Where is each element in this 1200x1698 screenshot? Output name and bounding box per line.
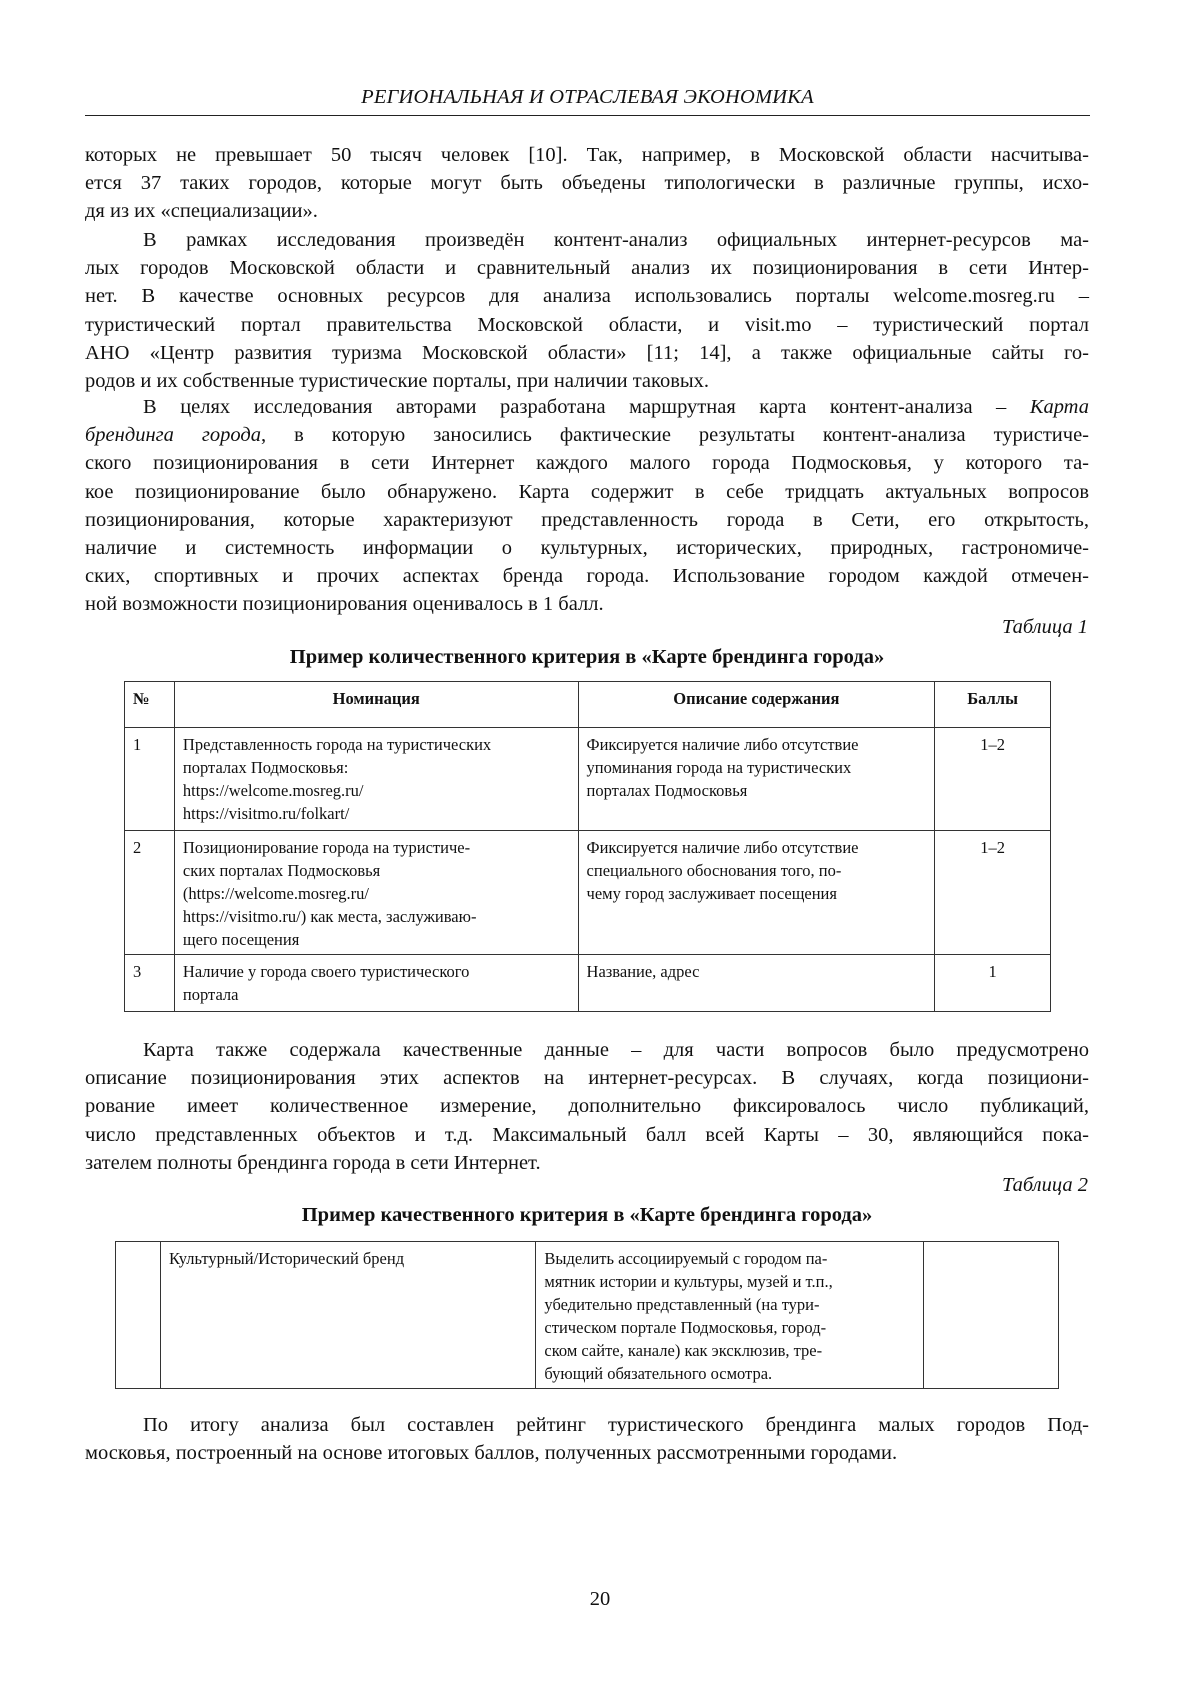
header-rule bbox=[85, 115, 1090, 116]
cell-line: убедительно представленный (на тури- bbox=[544, 1293, 915, 1316]
cell-line: https://visitmo.ru/folkart/ bbox=[183, 802, 570, 825]
cell-points: 1–2 bbox=[935, 831, 1051, 955]
table2 bbox=[115, 1241, 1059, 1389]
cell-line: портала bbox=[183, 983, 570, 1006]
cell-line: чему город заслуживает посещения bbox=[587, 882, 927, 905]
cell-line: Наличие у города своего туристического bbox=[183, 960, 570, 983]
paragraph-1 bbox=[85, 141, 1089, 226]
cell-description bbox=[578, 831, 935, 955]
cell-line: порталах Подмосковья: bbox=[183, 756, 570, 779]
text-line: АНО «Центр развития туризма Московской области» [11; 14], а также официальные сайты го- bbox=[85, 339, 1089, 367]
text-line: зателем полноты брендинга города в сети Интернет. bbox=[85, 1149, 1089, 1177]
text-line: позиционирования, которые характеризуют представленность города в Сети, его открытость, bbox=[85, 506, 1089, 534]
cell-line: щего посещения bbox=[183, 928, 570, 951]
cell-line: Название, адрес bbox=[587, 960, 927, 983]
cell-line: (https://welcome.mosreg.ru/ bbox=[183, 882, 570, 905]
text-line: описание позиционирования этих аспектов на интернет-ресурсах. В случаях, когда позициони- bbox=[85, 1064, 1089, 1092]
italic-term: Карта bbox=[1030, 396, 1089, 418]
text-line: наличие и системность информации о культурных, исторических, природных, гастрономиче- bbox=[85, 534, 1089, 562]
text-line: туристический портал правительства Московской области, и visit.mo – туристический портал bbox=[85, 311, 1089, 339]
text-line: В целях исследования авторами разработана маршрутная карта контент-анализа – Карта bbox=[85, 393, 1089, 421]
table-row bbox=[125, 831, 1051, 955]
table-row bbox=[125, 955, 1051, 1012]
text-line: кое позиционирование было обнаружено. Карта содержит в себе тридцать актуальных вопросов bbox=[85, 478, 1089, 506]
table-row bbox=[125, 728, 1051, 831]
text-line: московья, построенный на основе итоговых баллов, полученных рассмотренными городами. bbox=[85, 1439, 1089, 1467]
table1-title: Пример количественного критерия в «Карте брендинга города» bbox=[85, 646, 1089, 669]
cell-description bbox=[578, 955, 935, 1012]
cell-line: Представленность города на туристических bbox=[183, 733, 570, 756]
cell-num: 3 bbox=[125, 955, 175, 1012]
paragraph-5 bbox=[85, 1411, 1089, 1467]
cell-line: упоминания города на туристических bbox=[587, 756, 927, 779]
text-line: ется 37 таких городов, которые могут быть объедены типологически в различные группы, исхо- bbox=[85, 169, 1089, 197]
cell-nomination: Культурный/Исторический бренд bbox=[160, 1242, 535, 1389]
paragraph-2 bbox=[85, 226, 1089, 395]
cell-line: Выделить ассоциируемый с городом па- bbox=[544, 1247, 915, 1270]
cell-line: Фиксируется наличие либо отсутствие bbox=[587, 733, 927, 756]
text-line: В рамках исследования произведён контент-анализ официальных интернет-ресурсов ма- bbox=[85, 226, 1089, 254]
cell-line: ских порталах Подмосковья bbox=[183, 859, 570, 882]
cell-points: 1 bbox=[935, 955, 1051, 1012]
text-line: число представленных объектов и т.д. Максимальный балл всей Карты – 30, являющийся пока- bbox=[85, 1121, 1089, 1149]
table2-title: Пример качественного критерия в «Карте брендинга города» bbox=[85, 1204, 1089, 1227]
text-line: ских, спортивных и прочих аспектах бренда города. Использование городом каждой отмечен- bbox=[85, 562, 1089, 590]
text-line: которых не превышает 50 тысяч человек [10]. Так, например, в Московской области насчитыва- bbox=[85, 141, 1089, 169]
cell-line: Фиксируется наличие либо отсутствие bbox=[587, 836, 927, 859]
table1-header-row bbox=[125, 682, 1051, 728]
text-line: лых городов Московской области и сравнительный анализ их позиционирования в сети Интер- bbox=[85, 254, 1089, 282]
cell-nomination bbox=[174, 831, 578, 955]
cell-line: стическом портале Подмосковья, город- bbox=[544, 1316, 915, 1339]
cell-line: порталах Подмосковья bbox=[587, 779, 927, 802]
cell-num: 1 bbox=[125, 728, 175, 831]
text-line: родов и их собственные туристические порталы, при наличии таковых. bbox=[85, 367, 1089, 395]
cell-description bbox=[578, 728, 935, 831]
table-row bbox=[116, 1242, 1059, 1389]
cell-num: 2 bbox=[125, 831, 175, 955]
header-points: Баллы bbox=[935, 682, 1051, 728]
text-line: ского позиционирования в сети Интернет каждого малого города Подмосковья, у которого та- bbox=[85, 449, 1089, 477]
paragraph-4 bbox=[85, 1036, 1089, 1177]
running-head: РЕГИОНАЛЬНАЯ И ОТРАСЛЕВАЯ ЭКОНОМИКА bbox=[85, 86, 1090, 109]
text-line: нет. В качестве основных ресурсов для анализа использовались порталы welcome.mosreg.ru – bbox=[85, 282, 1089, 310]
paragraph-3 bbox=[85, 393, 1089, 619]
cell-line: бующий обязательного осмотра. bbox=[544, 1362, 915, 1385]
text-line: брендинга города, в которую заносились фактические результаты контент-анализа туристиче- bbox=[85, 421, 1089, 449]
header-num: № bbox=[125, 682, 175, 728]
text-line: рование имеет количественное измерение, дополнительно фиксировалось число публикаций, bbox=[85, 1092, 1089, 1120]
text-line: Карта также содержала качественные данные – для части вопросов было предусмотрено bbox=[85, 1036, 1089, 1064]
cell-num bbox=[116, 1242, 161, 1389]
cell-points: 1–2 bbox=[935, 728, 1051, 831]
cell-points bbox=[924, 1242, 1059, 1389]
header-nomination: Номинация bbox=[174, 682, 578, 728]
table2-label: Таблица 2 bbox=[1002, 1174, 1088, 1197]
cell-line: ском сайте, канале) как эксклюзив, тре- bbox=[544, 1339, 915, 1362]
cell-line: Позиционирование города на туристиче- bbox=[183, 836, 570, 859]
cell-line: https://visitmo.ru/) как места, заслуживаю- bbox=[183, 905, 570, 928]
cell-description bbox=[536, 1242, 924, 1389]
table1 bbox=[124, 681, 1051, 1012]
cell-line: специального обоснования того, по- bbox=[587, 859, 927, 882]
page-number: 20 bbox=[0, 1588, 1200, 1611]
cell-line: мятник истории и культуры, музей и т.п., bbox=[544, 1270, 915, 1293]
text-line: дя из их «специализации». bbox=[85, 197, 1089, 225]
header-description: Описание содержания bbox=[578, 682, 935, 728]
cell-nomination bbox=[174, 955, 578, 1012]
cell-nomination bbox=[174, 728, 578, 831]
italic-term: брендинга города bbox=[85, 424, 261, 446]
text-line: По итогу анализа был составлен рейтинг туристического брендинга малых городов Под- bbox=[85, 1411, 1089, 1439]
cell-line: https://welcome.mosreg.ru/ bbox=[183, 779, 570, 802]
text-line: ной возможности позиционирования оценивалось в 1 балл. bbox=[85, 590, 1089, 618]
table1-label: Таблица 1 bbox=[1002, 616, 1088, 639]
